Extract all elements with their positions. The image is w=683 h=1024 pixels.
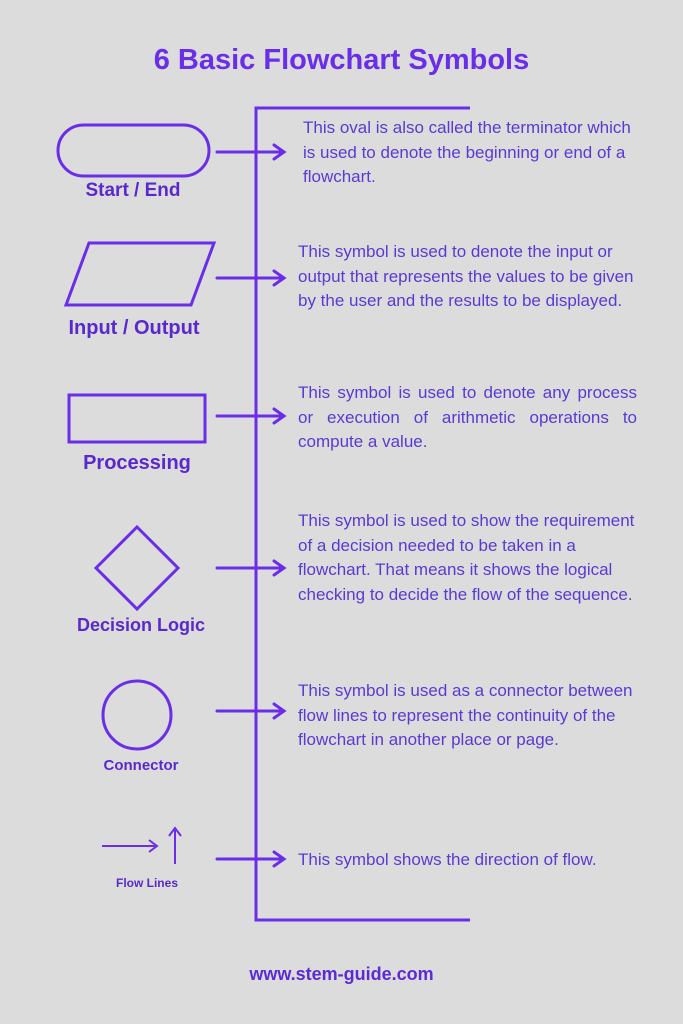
process-rectangle-icon — [69, 395, 205, 442]
label-input-output: Input / Output — [68, 317, 200, 339]
decision-diamond-icon — [96, 527, 178, 609]
desc-input-output: This symbol is used to denote the input or output that represents the values to be given by the user and the results to be displayed. — [298, 242, 634, 310]
footer-website: www.stem-guide.com — [249, 964, 434, 984]
label-connector: Connector — [103, 757, 179, 774]
terminator-oval-icon — [58, 125, 209, 176]
desc-decision-logic: This symbol is used to show the requirement of a decision needed to be taken in a flowchart. That means it shows the logical checking to decide the flow of the sequence. — [298, 511, 635, 604]
connector-circle-icon — [103, 681, 171, 749]
desc-connector: This symbol is used as a connector between flow lines to represent the continuity of the flowchart in another place or page. — [298, 681, 633, 749]
label-flow-lines: Flow Lines — [115, 876, 178, 890]
input-output-parallelogram-icon — [66, 243, 214, 305]
label-decision-logic: Decision Logic — [76, 615, 206, 635]
desc-start-end: This oval is also called the terminator which is used to denote the beginning or end of a flowchart. — [303, 118, 631, 186]
label-processing: Processing — [83, 452, 191, 474]
page-title: 6 Basic Flowchart Symbols — [153, 44, 530, 76]
desc-processing: This symbol is used to denote any process or execution of arithmetic operations to compute a value. — [298, 383, 637, 451]
label-start-end: Start / End — [85, 180, 181, 201]
desc-flow-lines: This symbol shows the direction of flow. — [298, 850, 597, 869]
